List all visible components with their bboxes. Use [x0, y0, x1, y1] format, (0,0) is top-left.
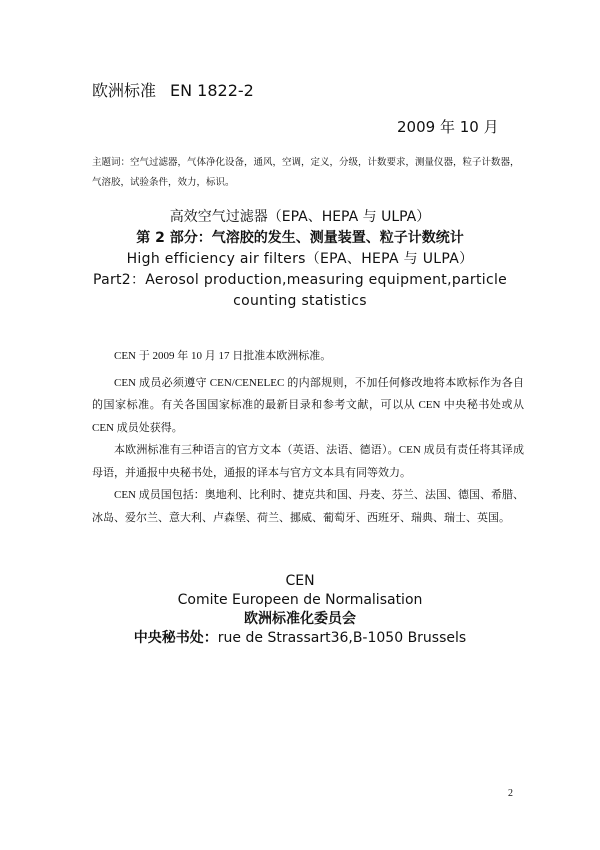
org-name-french: Comite Europeen de Normalisation [177, 592, 423, 608]
title-block [80, 207, 520, 312]
body-text [92, 345, 524, 529]
approval-paragraph: CEN 于 2009 年 10 月 17 日批准本欧洲标准。 [114, 350, 332, 362]
standard-title: 欧洲标准 [92, 81, 157, 100]
keywords: 主题词：空气过滤器，气体净化设备，通风，空调，定义，分级，计数要求，测量仪器，粒子计数器，气溶胶，试验条件，效力，标识。 [92, 158, 520, 188]
rules-paragraph: CEN 成员必须遵守 CEN/CENELEC 的内部规则，不加任何修改地将本欧标作为各自的国家标准。有关各国国家标准的最新目录和参考文献，可以从 CEN 中央秘书处或从 CEN 成员处获得。 [92, 376, 524, 434]
title-cn-part: 第 2 部分：气溶胶的发生、测量装置、粒子计数统计 [136, 230, 464, 246]
languages-paragraph: 本欧洲标准有三种语言的官方文本（英语、法语、德语）。CEN 成员有责任将其译成母语，并通报中央秘书处，通报的译本与官方文本具有同等效力。 [92, 444, 524, 479]
page-number: 2 [508, 788, 513, 799]
secretariat-label: 中央秘书处： [133, 630, 218, 646]
title-en-part-line2: counting statistics [233, 293, 367, 309]
standard-number: EN 1822-2 [170, 81, 254, 100]
publication-date: 2009 年 10 月 [397, 118, 499, 136]
members-paragraph: CEN 成员国包括：奥地利、比利时、捷克共和国、丹麦、芬兰、法国、德国、希腊、冰岛、爱尔兰、意大利、卢森堡、荷兰、挪威、葡萄牙、西班牙、瑞典、瑞士、英国。 [92, 489, 524, 524]
organization-block [100, 572, 500, 648]
title-cn-main: 高效空气过滤器（EPA、HEPA 与 ULPA） [169, 209, 431, 225]
title-en-main: High efficiency air filters（EPA、HEPA 与 ULPA） [126, 251, 474, 267]
standard-header [92, 78, 254, 101]
title-en-part-line1: Part2：Aerosol production,measuring equipment,particle [92, 272, 508, 288]
org-name-chinese: 欧洲标准化委员会 [244, 611, 356, 627]
secretariat-line [100, 629, 500, 648]
org-abbreviation: CEN [285, 573, 315, 589]
secretariat-address: rue de Strassart36,B-1050 Brussels [217, 630, 467, 646]
